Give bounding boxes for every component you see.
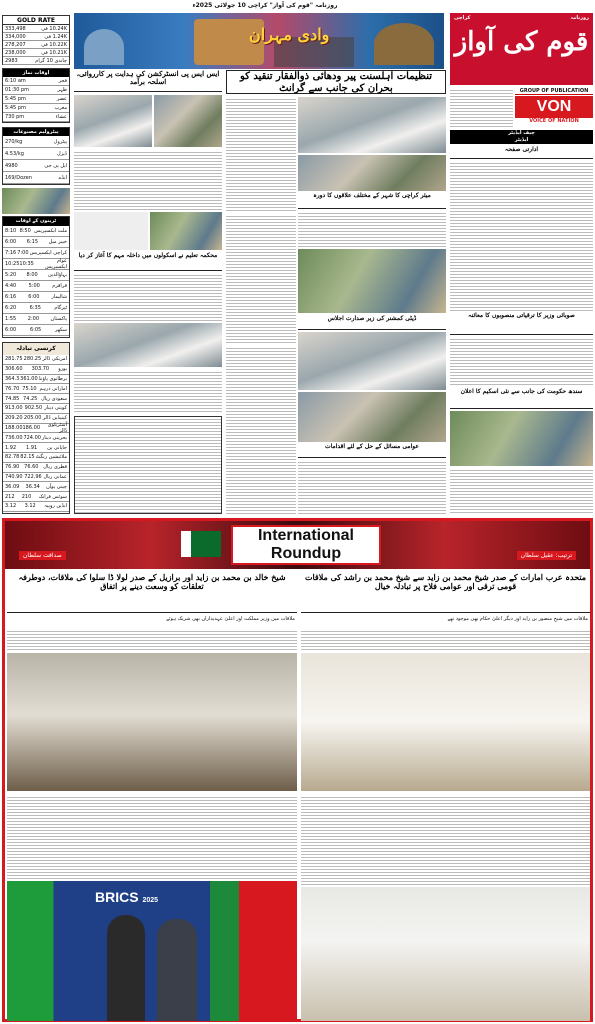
col2-photo-5	[298, 392, 446, 442]
currency-buy: 212	[5, 493, 15, 500]
gold-price: 2983	[5, 57, 18, 64]
currency-buy: 913.00	[5, 405, 23, 412]
currency-name: کویتی دینار	[44, 405, 67, 412]
right-text-2	[450, 337, 593, 387]
currency-row	[3, 365, 69, 375]
currency-buy: 76.70	[5, 385, 20, 392]
group-line	[515, 88, 593, 95]
intl-banner	[5, 521, 590, 569]
gold-label: 10.22K فی	[41, 41, 67, 48]
train-row	[3, 270, 69, 281]
intl-photo-right-1	[301, 653, 590, 791]
currency-row	[3, 355, 69, 365]
gold-row	[3, 49, 69, 57]
train-time-2: 6:00	[28, 294, 40, 300]
currency-name: قطری ریال	[43, 464, 67, 471]
gold-label: چاندی 10 گرام	[35, 57, 67, 64]
train-time-2: 6:35	[29, 305, 41, 311]
currency-row	[3, 492, 69, 502]
train-time: 7:16	[5, 250, 17, 256]
train-name: قراقرم	[52, 283, 67, 289]
currency-name: آسٹریلوی ڈالر	[47, 421, 67, 434]
prayer-time: 01:30 pm	[5, 87, 30, 93]
currency-title: کرنسی تبادلہ	[3, 343, 69, 355]
right-headline-c: سندھ حکومت کی جانب سے نئی اسکیم کا اعلان	[450, 389, 593, 409]
currency-buy: 740.90	[5, 473, 23, 480]
train-time-2: 10:35	[19, 261, 34, 267]
currency-name: سعودی ریال	[41, 395, 67, 402]
currency-row	[3, 482, 69, 492]
train-time: 6:00	[5, 239, 17, 245]
currency-sell: 303.70	[31, 366, 50, 373]
paper-daily: روزنامہ	[570, 15, 589, 21]
brics-text: BRICS	[95, 889, 139, 905]
col2-photo-3	[298, 249, 446, 313]
petrol-row	[3, 172, 69, 184]
prayer-time: 5:45 pm	[5, 105, 26, 111]
right-photo-1	[450, 411, 593, 466]
gold-row	[3, 57, 69, 65]
petrol-price: 4980	[5, 162, 18, 169]
currency-sell: 210	[21, 493, 32, 500]
prayer-name: عشاء	[55, 114, 67, 120]
intl-photo-left-2	[7, 881, 297, 1021]
train-name: پاکستان	[50, 316, 67, 322]
petrol-price: 169/Dozen	[5, 174, 33, 181]
gold-label: 10.24K فی	[41, 25, 67, 32]
von-logo	[515, 96, 593, 118]
currency-sell: 36.34	[25, 483, 40, 490]
petrol-row	[3, 160, 69, 172]
col2-text-2	[226, 214, 296, 344]
currency-sell: 722.96	[24, 473, 42, 480]
col1-text-1	[74, 150, 222, 210]
prayer-row	[3, 104, 69, 113]
currency-sell: 902.50	[24, 405, 43, 412]
prayer-time: 5:45 pm	[5, 96, 26, 102]
train-row	[3, 292, 69, 303]
currency-name: سوئس فرانک	[38, 493, 67, 500]
top-paper-line: روزنامہ "قوم کی آواز" کراچی	[247, 2, 338, 9]
train-time-2: 2:00	[27, 316, 39, 322]
prayer-times-box	[2, 68, 70, 123]
international-section	[2, 518, 593, 1022]
intl-sub-left: ملاقات میں وزیر مملکت اور اعلیٰ عہدیداران بھی شریک ہوئے	[166, 616, 295, 622]
currency-buy: 364.3	[5, 375, 20, 382]
intl-right-text-mid	[301, 795, 590, 885]
brics-label	[95, 889, 158, 905]
prayer-row	[3, 77, 69, 86]
gold-row	[3, 25, 69, 33]
train-time: 6:00	[5, 327, 17, 333]
currency-sell: 186.00	[22, 424, 40, 431]
intl-title-box	[231, 525, 381, 565]
train-name: ملت ایکسپریس	[34, 228, 67, 234]
col1-top-headline: ایس ایس پی انسٹرکشن کی ہدایت پر کارروائی، اسلحہ برآمد	[74, 70, 222, 92]
gold-row	[3, 41, 69, 49]
gold-price: 334,000	[5, 33, 26, 40]
currency-sell: 205.00	[23, 415, 42, 422]
currency-sell: 75.10	[22, 385, 37, 392]
currency-buy: 3.12	[5, 503, 17, 510]
editor-info	[450, 88, 513, 128]
petrol-box	[2, 127, 70, 185]
top-date: 10 جولائی 2025ء	[192, 2, 246, 9]
currency-name: عمانی ریال	[43, 473, 67, 480]
right-text-1	[450, 161, 593, 311]
currency-sell: 724.00	[23, 434, 41, 441]
train-time: 1:55	[5, 316, 17, 322]
prayer-row	[3, 95, 69, 104]
currency-name: جاپانی ین	[47, 444, 67, 451]
currency-name: چینی یوآن	[46, 483, 67, 490]
banner-title: وادی مہران	[249, 25, 330, 44]
col2-photo-2	[298, 155, 446, 191]
train-name: کراچی ایکسپریس	[29, 250, 67, 256]
prayer-time: 730 pm	[5, 114, 25, 120]
intl-right-text-top	[301, 629, 590, 651]
gold-label: 10.21K فی	[41, 49, 67, 56]
currency-sell: 3.12	[24, 503, 36, 510]
currency-name: ملائیشین رنگٹ	[35, 454, 67, 461]
petrol-name: انڈے	[58, 174, 67, 181]
intl-headline-right: متحدہ عرب امارات کے صدر شیخ محمد بن زاید سے شیخ محمد بن راشد کی ملاقات قومی ترقی اور عوامی فلاح پر تبادلہ خیال	[301, 573, 590, 613]
train-row	[3, 314, 69, 325]
prayer-name: عصر	[56, 96, 67, 102]
col1-photo-2	[154, 95, 222, 147]
col2-photo-1	[298, 97, 446, 153]
gold-row	[3, 33, 69, 41]
currency-row	[3, 502, 69, 512]
trains-box	[2, 216, 70, 338]
trains-title: ٹرینوں کے اوقات	[3, 217, 69, 226]
currency-buy: 306.60	[5, 366, 23, 373]
intl-photo-left-1	[7, 653, 297, 791]
col1-text-2	[74, 273, 222, 321]
currency-row	[3, 453, 69, 463]
currency-row	[3, 433, 69, 443]
prayer-row	[3, 86, 69, 95]
col1-mid-headline: محکمہ تعلیم نے اسکولوں میں داخلہ مہم کا آغاز کر دیا	[74, 253, 222, 271]
currency-name: انڈین روپیہ	[44, 503, 67, 510]
gold-label: 1.24K فی	[44, 33, 67, 40]
gold-price: 238,000	[5, 49, 26, 56]
col1-boxed-story	[74, 416, 222, 514]
train-row	[3, 237, 69, 248]
leader-figure-1	[107, 915, 145, 1021]
currency-sell: 1.91	[26, 444, 38, 451]
intl-photo-right-2	[301, 887, 590, 1021]
currency-buy: 281.75	[5, 356, 23, 363]
main-headline: تنظیمات اہلسنت پیر ودھائی ذوالفقار تنقید کو بحران کی جانب سے گرانٹ	[226, 70, 446, 94]
train-name: ٹیزگام	[54, 305, 67, 311]
intl-left-tag: صداقت سلطان	[19, 551, 66, 560]
currency-row	[3, 404, 69, 414]
currency-name: کینیڈین ڈالر	[42, 415, 67, 422]
currency-row	[3, 473, 69, 483]
petrol-row	[3, 148, 69, 160]
petrol-price: 4.53/kg	[5, 150, 24, 157]
currency-buy: 82.78	[5, 454, 20, 461]
col2-headline-b: ڈپٹی کمشنر کی زیر صدارت اجلاس	[298, 316, 446, 330]
editor-line-1: چیف ایڈیٹر	[508, 130, 535, 136]
col2-headline-c: عوامی مسائل کے حل کے لئے اقدامات	[298, 444, 446, 458]
currency-buy: 188.00	[5, 424, 23, 431]
currency-row	[3, 375, 69, 385]
currency-sell: 76.60	[24, 464, 39, 471]
right-text-3	[450, 468, 593, 514]
prayer-name: مغرب	[54, 105, 67, 111]
train-row	[3, 259, 69, 270]
train-time-2: 8:50	[19, 228, 31, 234]
currency-name: بحرینی دینار	[41, 434, 67, 441]
train-time-2: 7:00	[17, 250, 29, 256]
col2-headline-a: میئر کراچی کا شہر کے مختلف علاقوں کا دورہ	[298, 193, 446, 209]
currency-row	[3, 421, 69, 434]
currency-sell: 74.25	[23, 395, 38, 402]
gold-price: 333,498	[5, 25, 26, 32]
leader-figure-2	[157, 919, 197, 1021]
right-headline-b: صوبائی وزیر کا ترقیاتی منصوبوں کا معائنہ	[450, 313, 593, 335]
intl-title-line2: Roundup	[270, 545, 342, 562]
prayer-name: فجر	[58, 78, 67, 84]
currency-name: یورو	[58, 366, 67, 373]
intl-right-tag: ترتیب: عقیل سلطان	[517, 551, 576, 560]
pakistan-flag-icon	[181, 531, 221, 557]
train-row	[3, 303, 69, 314]
train-time-2: 5:00	[28, 283, 40, 289]
col1-photo-1	[74, 95, 152, 147]
petrol-title: پیٹرولیم مصنوعات	[3, 128, 69, 136]
currency-sell: 82.15	[20, 454, 35, 461]
paper-city: کراچی	[454, 15, 471, 21]
von-sub-text: VOICE OF NATION	[529, 118, 579, 124]
train-time-2: 6:15	[26, 239, 39, 245]
group-text: GROUP OF PUBLICATION	[519, 88, 589, 94]
gold-rate-title: GOLD RATE	[3, 16, 69, 25]
intl-headline-left: شیخ خالد بن محمد بن زاید اور برازیل کے صدر لولا ڈا سلوا کی ملاقات، دوطرفہ تعلقات کو وسعت دینے پر اتفاق	[7, 573, 297, 613]
train-row	[3, 281, 69, 292]
train-time-2: 8:00	[26, 272, 38, 278]
paper-logo-box	[450, 13, 593, 85]
prayer-times-title: اوقات نماز	[3, 69, 69, 77]
col2-text-4	[226, 346, 296, 514]
train-time: 5:20	[5, 272, 17, 278]
train-name: بہاؤالدین	[48, 272, 67, 278]
train-photo	[2, 188, 70, 214]
top-date-line	[160, 2, 370, 12]
gold-price: 278,207	[5, 41, 26, 48]
col1-photo-doc	[74, 212, 148, 250]
train-name: شالیمار	[51, 294, 67, 300]
col2-photo-4	[298, 332, 446, 390]
train-name: سکھر	[54, 327, 67, 333]
currency-row	[3, 443, 69, 453]
prayer-row	[3, 113, 69, 122]
gold-rate-box	[2, 15, 70, 65]
currency-name: امریکی ڈالر	[42, 356, 67, 363]
von-subtitle	[515, 118, 593, 125]
brics-year: 2025	[142, 897, 159, 904]
currency-sell: 361.00	[20, 375, 38, 382]
col2-text-1	[226, 97, 296, 212]
currency-row	[3, 394, 69, 404]
train-name: خیبر میل	[48, 239, 67, 245]
right-headline-a: ادارتی صفحہ	[450, 147, 593, 159]
petrol-price: 270/kg	[5, 138, 23, 145]
intl-sub-right: ملاقات میں شیخ منصور بن زاید اور دیگر اعلیٰ حکام بھی موجود تھے	[447, 616, 588, 622]
intl-left-text-top	[7, 629, 297, 651]
currency-buy: 36.09	[5, 483, 20, 490]
currency-row	[3, 384, 69, 394]
petrol-name: ڈیزل	[56, 150, 67, 157]
train-time-2: 6:05	[29, 327, 42, 333]
currency-box	[2, 342, 70, 514]
train-time: 6:16	[5, 294, 17, 300]
col2-text-5	[298, 460, 446, 514]
currency-buy: 209.20	[5, 415, 23, 422]
col1-text-3	[74, 370, 222, 414]
currency-buy: 1.92	[5, 444, 17, 451]
petrol-name: ایل پی جی	[44, 162, 67, 169]
col1-photo-4	[74, 323, 222, 367]
editor-lines	[450, 130, 593, 144]
masthead-banner	[74, 13, 444, 69]
currency-buy: 76.90	[5, 464, 20, 471]
petrol-row	[3, 136, 69, 148]
col1-photo-3	[150, 212, 222, 250]
currency-name: اماراتی درہم	[39, 385, 67, 392]
intl-title-line1: International	[257, 527, 354, 544]
train-time: 4:40	[5, 283, 17, 289]
currency-row	[3, 463, 69, 473]
currency-buy: 74.85	[5, 395, 20, 402]
paper-logo: قوم کی آواز	[454, 27, 589, 57]
prayer-name: ظہر	[57, 87, 67, 93]
petrol-name: پیٹرول	[53, 138, 67, 145]
currency-name: برطانوی پاؤنڈ	[38, 375, 67, 382]
train-time: 10:25	[5, 261, 20, 267]
train-row	[3, 325, 69, 336]
currency-buy: 736.00	[5, 434, 23, 441]
intl-left-text-mid	[7, 795, 297, 879]
von-text: VON	[536, 98, 572, 115]
prayer-time: 6:10 am	[5, 78, 26, 84]
train-time: 8:10	[5, 228, 17, 234]
train-row	[3, 226, 69, 237]
currency-sell: 280.25	[23, 356, 42, 363]
train-time: 6:20	[5, 305, 17, 311]
train-name: عوام ایکسپریس	[44, 258, 67, 270]
col2-text-3	[298, 211, 446, 247]
editor-line-2: ایڈیٹر	[514, 137, 529, 143]
